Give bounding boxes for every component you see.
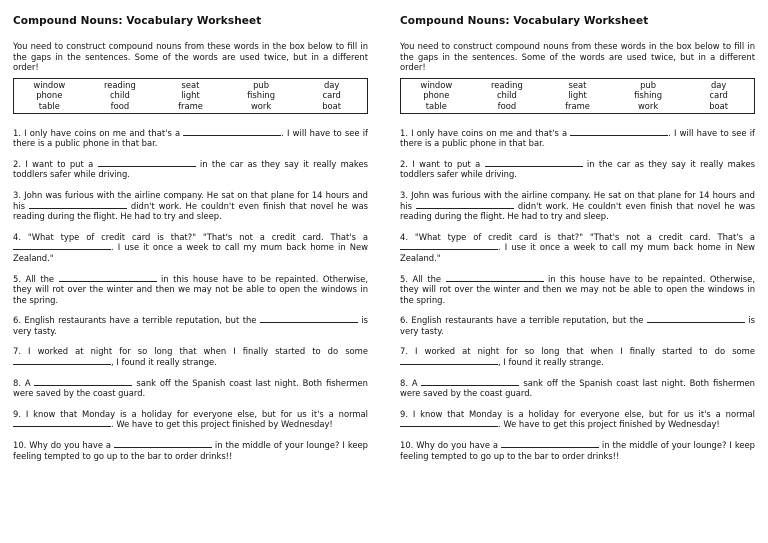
answer-blank[interactable] <box>29 201 127 209</box>
question-text: 8. A <box>13 377 35 388</box>
worksheet-left-copy <box>13 15 368 461</box>
question-text: . I use it once a week to call my mum back home in New Zealand." <box>400 242 755 263</box>
answer-blank[interactable] <box>13 419 111 427</box>
word-row <box>14 80 367 91</box>
word: day <box>323 79 340 90</box>
question-text: 4. "What type of credit card is that?" "That's not a credit card. That's a <box>400 231 755 242</box>
question-text: 5. All the <box>400 273 446 284</box>
question-text: 1. I only have coins on me and that's a <box>400 127 571 138</box>
question-text: in this house have to be repainted. Otherwise, they will rot over the winter and then we may not be able to open the windows in the spring. <box>400 273 755 305</box>
question-5 <box>13 274 368 306</box>
word-box <box>400 78 755 114</box>
word: fishing <box>247 90 276 101</box>
word: light <box>568 90 587 101</box>
word: child <box>109 90 130 101</box>
word: frame <box>178 100 203 111</box>
question-8 <box>400 378 755 399</box>
answer-blank[interactable] <box>13 357 111 365</box>
question-text: in the middle of your lounge? I keep feeling tempted to go up to the bar to order drinks!! <box>13 440 368 461</box>
question-text: is very tasty. <box>13 315 368 336</box>
question-text: . I will have to see if there is a public phone in that bar. <box>400 127 755 149</box>
word-box <box>13 78 368 114</box>
question-text: sank off the Spanish coast last night. Both fishermen were saved by the coast guard. <box>13 377 368 399</box>
word: boat <box>322 100 342 111</box>
question-8 <box>13 378 368 399</box>
word-row <box>14 101 367 112</box>
question-text: sank off the Spanish coast last night. Both fishermen were saved by the coast guard. <box>400 377 755 399</box>
answer-blank[interactable] <box>446 274 544 282</box>
word: work <box>637 100 659 111</box>
question-text: 7. I worked at night for so long that when I finally started to do some <box>400 346 755 357</box>
word: pub <box>640 79 657 90</box>
answer-blank[interactable] <box>400 242 498 250</box>
question-4 <box>13 232 368 264</box>
word: phone <box>36 90 63 101</box>
word: food <box>110 100 130 111</box>
word: seat <box>568 79 587 90</box>
question-text: didn't work. He couldn't even finish that novel he was reading during the flight. He had to try and sleep. <box>13 200 368 222</box>
question-9 <box>400 409 755 430</box>
question-text: 10. Why do you have a <box>13 440 114 451</box>
answer-blank[interactable] <box>400 357 498 365</box>
word: card <box>322 90 341 101</box>
word: work <box>250 100 272 111</box>
question-text: 1. I only have coins on me and that's a <box>13 127 184 138</box>
question-text: didn't work. He couldn't even finish that novel he was reading during the flight. He had to try and sleep. <box>400 200 755 222</box>
question-1 <box>400 128 755 149</box>
word: fishing <box>634 90 663 101</box>
question-text: , I found it really strange. <box>111 357 217 368</box>
word-row <box>401 90 754 101</box>
question-text: 2. I want to put a <box>400 158 485 169</box>
question-6 <box>13 315 368 336</box>
word: child <box>496 90 517 101</box>
answer-blank[interactable] <box>98 159 196 167</box>
answer-blank[interactable] <box>34 378 132 386</box>
answer-blank[interactable] <box>13 242 111 250</box>
question-list <box>13 128 368 462</box>
word: phone <box>423 90 450 101</box>
question-text: 3. John was furious with the airline company. He sat on that plane for 14 hours and his <box>400 189 755 211</box>
word: pub <box>253 79 270 90</box>
question-text: . We have to get this project finished by Wednesday! <box>111 419 333 430</box>
question-7 <box>400 346 755 367</box>
question-1 <box>13 128 368 149</box>
question-text: in the car as they say it really makes toddlers safer while driving. <box>400 158 755 180</box>
question-text: 6. English restaurants have a terrible reputation, but the <box>400 315 647 326</box>
word-row <box>14 90 367 101</box>
question-text: , I found it really strange. <box>498 357 604 368</box>
question-7 <box>13 346 368 367</box>
word: reading <box>490 79 523 90</box>
question-text: 2. I want to put a <box>13 158 98 169</box>
answer-blank[interactable] <box>400 419 498 427</box>
question-5 <box>400 274 755 306</box>
word: frame <box>565 100 590 111</box>
question-text: is very tasty. <box>400 315 755 336</box>
word: day <box>710 79 727 90</box>
word: food <box>497 100 517 111</box>
question-text: 4. "What type of credit card is that?" "That's not a credit card. That's a <box>13 231 368 242</box>
worksheet-right-copy <box>400 15 755 461</box>
answer-blank[interactable] <box>501 440 599 448</box>
word: boat <box>709 100 729 111</box>
question-2 <box>400 159 755 180</box>
worksheet-title: Compound Nouns: Vocabulary Worksheet <box>400 15 649 27</box>
answer-blank[interactable] <box>260 315 358 323</box>
question-text: in the car as they say it really makes toddlers safer while driving. <box>13 158 368 180</box>
answer-blank[interactable] <box>570 128 668 136</box>
word: window <box>420 79 453 90</box>
word: table <box>38 100 60 111</box>
word: light <box>181 90 200 101</box>
answer-blank[interactable] <box>421 378 519 386</box>
question-text: 9. I know that Monday is a holiday for everyone else, but for us it's a normal <box>13 408 368 419</box>
question-3 <box>13 190 368 222</box>
question-9 <box>13 409 368 430</box>
answer-blank[interactable] <box>416 201 514 209</box>
question-2 <box>13 159 368 180</box>
question-text: 9. I know that Monday is a holiday for everyone else, but for us it's a normal <box>400 408 755 419</box>
answer-blank[interactable] <box>114 440 212 448</box>
word-row <box>401 80 754 91</box>
question-4 <box>400 232 755 264</box>
word-row <box>401 101 754 112</box>
answer-blank[interactable] <box>59 274 157 282</box>
question-6 <box>400 315 755 336</box>
question-text: 10. Why do you have a <box>400 440 501 451</box>
question-text: . I use it once a week to call my mum back home in New Zealand." <box>13 242 368 263</box>
word: seat <box>181 79 200 90</box>
question-text: in this house have to be repainted. Otherwise, they will rot over the winter and then we may not be able to open the windows in the spring. <box>13 273 368 305</box>
instructions: You need to construct compound nouns from these words in the box below to fill in the gaps in the sentences. Some of the words are used twice, but in a different order! <box>400 41 755 73</box>
answer-blank[interactable] <box>485 159 583 167</box>
question-10 <box>13 440 368 461</box>
instructions: You need to construct compound nouns from these words in the box below to fill in the gaps in the sentences. Some of the words are used twice, but in a different order! <box>13 41 368 73</box>
question-text: . We have to get this project finished by Wednesday! <box>498 419 720 430</box>
question-text: 7. I worked at night for so long that when I finally started to do some <box>13 346 368 357</box>
word: window <box>33 79 66 90</box>
question-text: in the middle of your lounge? I keep feeling tempted to go up to the bar to order drinks!! <box>400 440 755 461</box>
question-text: 5. All the <box>13 273 59 284</box>
question-3 <box>400 190 755 222</box>
question-text: 3. John was furious with the airline company. He sat on that plane for 14 hours and his <box>13 189 368 211</box>
question-list <box>400 128 755 462</box>
question-10 <box>400 440 755 461</box>
answer-blank[interactable] <box>183 128 281 136</box>
question-text: 6. English restaurants have a terrible reputation, but the <box>13 315 260 326</box>
word: table <box>425 100 447 111</box>
word: card <box>709 90 728 101</box>
question-text: 8. A <box>400 377 422 388</box>
worksheet-title: Compound Nouns: Vocabulary Worksheet <box>13 15 262 27</box>
word: reading <box>103 79 136 90</box>
question-text: . I will have to see if there is a public phone in that bar. <box>13 127 368 149</box>
answer-blank[interactable] <box>647 315 745 323</box>
